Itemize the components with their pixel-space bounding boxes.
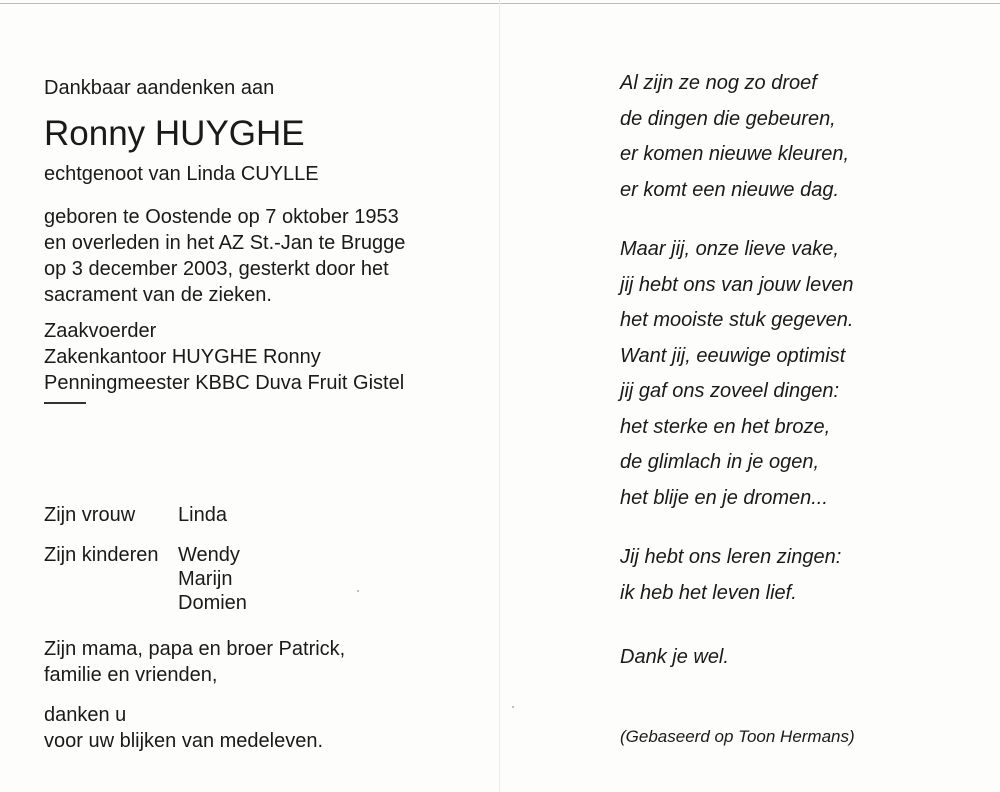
deceased-name: Ronny HUYGHE [44, 114, 305, 153]
paper-speck [512, 706, 514, 708]
intro-line: Dankbaar aandenken aan [44, 77, 275, 99]
spouse-line: echtgenoot van Linda CUYLLE [44, 163, 319, 185]
poem-line: Maar jij, onze lieve vake, [620, 238, 839, 260]
poem-line: het sterke en het broze, [620, 415, 831, 438]
poem-stanza [620, 232, 853, 516]
thanks-line: danken u [44, 704, 127, 726]
biography [44, 204, 405, 308]
poem-line: het blije en je dromen... [620, 486, 828, 509]
role-line: Zakenkantoor HUYGHE Ronny [44, 346, 321, 368]
relatives-line: familie en vrienden, [44, 664, 218, 686]
role-line: Penningmeester KBBC Duva Fruit Gistel [44, 372, 405, 394]
poem-stanza [620, 640, 729, 676]
poem-stanza [620, 66, 849, 208]
child-name: Marijn [178, 568, 233, 590]
roles [44, 318, 404, 396]
thanks-line: voor uw blijken van medeleven. [44, 730, 324, 752]
poem-line: er komt een nieuwe dag. [620, 178, 840, 201]
poem-line: de dingen die gebeuren, [620, 107, 836, 130]
poem-credit: (Gebaseerd op Toon Hermans) [620, 727, 855, 746]
bio-line: op 3 december 2003, gesterkt door het [44, 258, 389, 280]
wife-name: Linda [178, 504, 227, 526]
thanks-text [44, 702, 323, 754]
bio-line: en overleden in het AZ St.-Jan te Brugge [44, 232, 406, 254]
bio-line: geboren te Oostende op 7 oktober 1953 [44, 206, 399, 228]
bio-line: sacrament van de zieken. [44, 284, 272, 306]
other-relatives [44, 636, 345, 688]
paper-speck [357, 590, 359, 592]
role-line: Zaakvoerder [44, 320, 157, 342]
poem-line: jij hebt ons van jouw leven [620, 273, 854, 296]
poem-line: jij gaf ons zoveel dingen: [620, 380, 840, 402]
poem-line: Dank je wel. [620, 646, 729, 668]
child-name: Domien [178, 592, 247, 614]
poem-line: het mooiste stuk gegeven. [620, 309, 854, 331]
relatives-line: Zijn mama, papa en broer Patrick, [44, 638, 346, 660]
poem-line: Want jij, eeuwige optimist [620, 344, 846, 367]
poem-line: er komen nieuwe kleuren, [620, 143, 850, 165]
poem-line: Al zijn ze nog zo droef [620, 72, 817, 94]
wife-label: Zijn vrouw [44, 504, 136, 526]
separator-dash [44, 402, 86, 404]
child-name: Wendy [178, 544, 240, 566]
poem-stanza [620, 540, 841, 611]
poem-line: de glimlach in je ogen, [620, 451, 820, 473]
top-edge-rule [0, 3, 1000, 4]
poem-line: Jij hebt ons leren zingen: [620, 546, 842, 568]
poem-line: ik heb het leven lief. [620, 581, 797, 604]
card-fold [499, 0, 500, 792]
children-label: Zijn kinderen [44, 544, 159, 566]
